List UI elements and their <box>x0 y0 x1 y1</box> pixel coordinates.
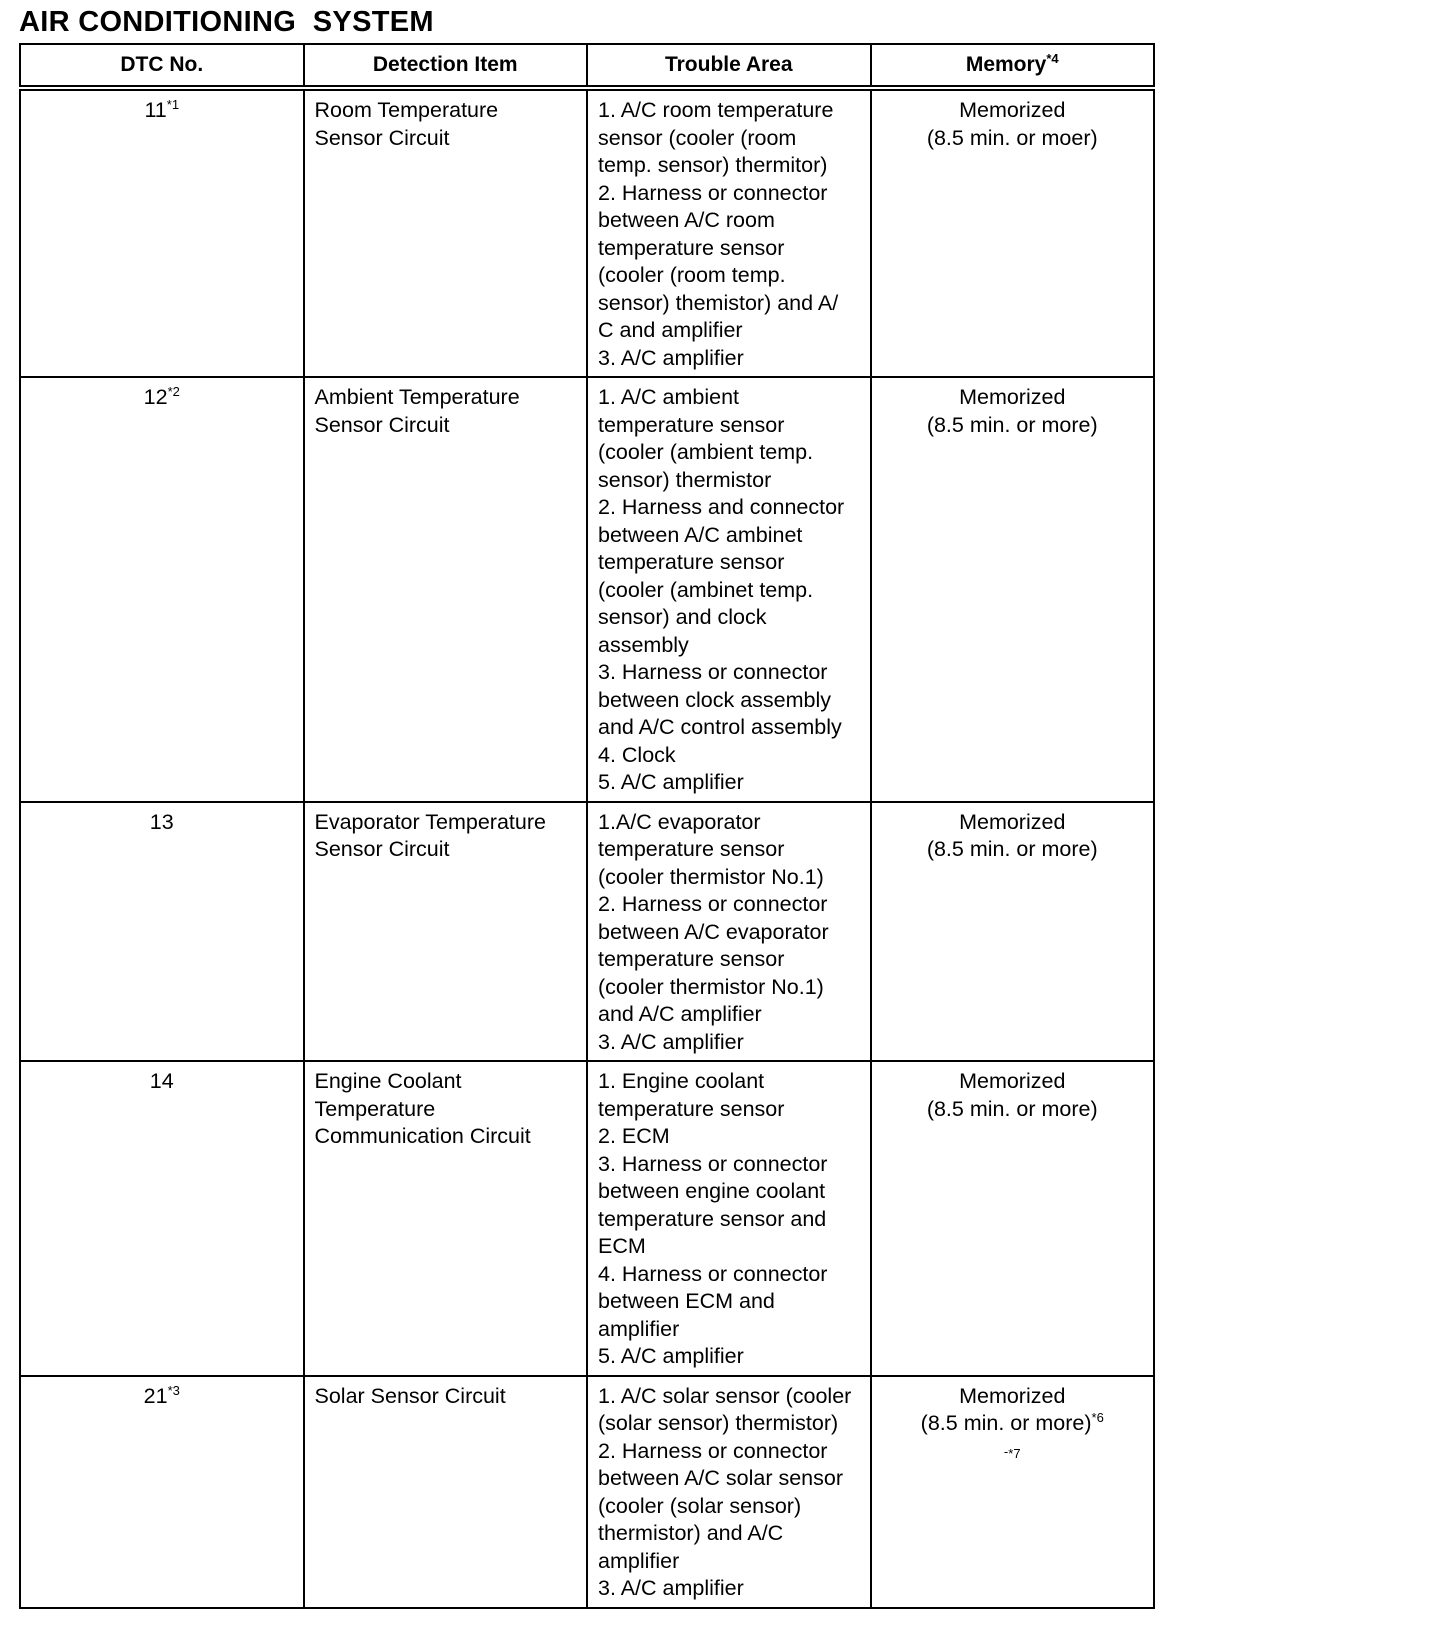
trouble-area-line: and A/C control assembly <box>598 715 842 739</box>
dtc-code-cell <box>20 88 304 377</box>
dtc-code-footnote: *1 <box>166 97 180 112</box>
trouble-area-cell <box>587 802 871 1062</box>
trouble-area-line: 3. A/C amplifier <box>598 1029 744 1054</box>
trouble-area-line: (cooler (ambient temp. <box>598 440 814 464</box>
memory-line <box>882 384 1144 412</box>
header-memory-footnote: *4 <box>1046 51 1059 66</box>
detection-item-line: Engine Coolant <box>314 1069 462 1093</box>
trouble-area-line: temp. sensor) thermitor) <box>598 153 828 177</box>
memory-line <box>882 836 1144 864</box>
memory-text: Memorized <box>959 809 1066 834</box>
page-title: AIR CONDITIONING SYSTEM <box>19 6 434 38</box>
detection-item-line: Ambient Temperature <box>314 385 520 409</box>
memory-footnote: *6 <box>1091 1410 1104 1425</box>
memory-extra-line <box>882 1438 1144 1474</box>
trouble-area-line: (cooler (ambinet temp. <box>598 577 814 602</box>
trouble-area-line: (solar sensor) thermistor) <box>598 1411 839 1435</box>
memory-cell <box>871 1376 1155 1608</box>
trouble-area-line: ECM <box>598 1234 646 1258</box>
trouble-area-cell <box>587 377 871 802</box>
trouble-area-line: between A/C ambinet <box>598 522 803 547</box>
trouble-area-line: (cooler thermistor No.1) <box>598 864 824 889</box>
detection-item-line: Sensor Circuit <box>314 837 450 861</box>
trouble-area-line: assembly <box>598 632 689 657</box>
trouble-area-line: sensor) themistor) and A/ <box>598 290 839 315</box>
detection-item-cell <box>304 88 588 377</box>
trouble-area-line: 2. Harness and connector <box>598 495 845 519</box>
table-row <box>20 1376 1154 1608</box>
trouble-area-line: (cooler (solar sensor) <box>598 1493 802 1518</box>
memory-text: (8.5 min. or more) <box>926 1096 1098 1121</box>
detection-item-cell <box>304 1061 588 1376</box>
trouble-area-line: temperature sensor <box>598 235 785 260</box>
trouble-area-line: amplifier <box>598 1548 680 1573</box>
trouble-area-line: 3. A/C amplifier <box>598 345 744 370</box>
trouble-area-line: sensor) thermistor <box>598 467 772 492</box>
memory-cell <box>871 802 1155 1062</box>
header-row <box>20 44 1154 88</box>
trouble-area-line: 4. Harness or connector <box>598 1261 828 1286</box>
trouble-area-line: between ECM and <box>598 1289 775 1313</box>
trouble-area-line: amplifier <box>598 1316 680 1341</box>
trouble-area-line: thermistor) and A/C <box>598 1521 784 1545</box>
detection-item-cell <box>304 1376 588 1608</box>
detection-item-line: Room Temperature <box>314 98 499 122</box>
trouble-area-line: 1. A/C solar sensor (cooler <box>598 1383 852 1408</box>
memory-text: (8.5 min. or more) <box>926 837 1098 861</box>
header-trouble-area: Trouble Area <box>587 44 871 88</box>
memory-text: (8.5 min. or more) <box>920 1411 1092 1435</box>
memory-line <box>882 125 1144 153</box>
detection-item-cell <box>304 802 588 1062</box>
trouble-area-line: C and amplifier <box>598 318 743 342</box>
memory-line <box>882 1068 1144 1096</box>
trouble-area-cell <box>587 1061 871 1376</box>
memory-text: Memorized <box>959 385 1066 409</box>
dtc-code-cell <box>20 802 304 1062</box>
memory-line <box>882 809 1144 837</box>
trouble-area-cell <box>587 1376 871 1608</box>
dtc-code: 21 <box>143 1383 168 1408</box>
header-memory <box>871 44 1155 88</box>
header-dtc-no: DTC No. <box>20 44 304 88</box>
detection-item-line: Solar Sensor Circuit <box>314 1383 506 1408</box>
memory-cell <box>871 1061 1155 1376</box>
dtc-code-cell <box>20 1061 304 1376</box>
detection-item-line: Sensor Circuit <box>314 125 450 150</box>
table-body <box>20 88 1154 1608</box>
trouble-area-line: 1.A/C evaporator <box>598 809 761 834</box>
memory-text: Memorized <box>959 1069 1066 1093</box>
header-detection-item: Detection Item <box>304 44 588 88</box>
trouble-area-line: 1. Engine coolant <box>598 1069 765 1093</box>
trouble-area-line: temperature sensor <box>598 947 785 971</box>
trouble-area-line: and A/C amplifier <box>598 1002 762 1026</box>
trouble-area-line: temperature sensor <box>598 550 785 574</box>
trouble-area-line: 3. A/C amplifier <box>598 1576 744 1600</box>
trouble-area-line: sensor) and clock <box>598 605 767 629</box>
trouble-area-line: temperature sensor <box>598 1096 785 1121</box>
dtc-code: 12 <box>143 385 168 409</box>
table-header <box>20 44 1154 88</box>
trouble-area-line: temperature sensor <box>598 412 785 437</box>
detection-item-cell <box>304 377 588 802</box>
memory-extra-dash: - <box>1003 1443 1009 1459</box>
dtc-code-cell <box>20 1376 304 1608</box>
dtc-code-cell <box>20 377 304 802</box>
detection-item-line: Evaporator Temperature <box>314 809 546 834</box>
dtc-code-footnote: *3 <box>167 1382 180 1398</box>
memory-line <box>882 412 1144 440</box>
trouble-area-line: sensor (cooler (room <box>598 125 797 150</box>
trouble-area-line: 1. A/C ambient <box>598 385 740 409</box>
memory-cell <box>871 377 1155 802</box>
trouble-area-line: 1. A/C room temperature <box>598 98 834 122</box>
trouble-area-line: between A/C evaporator <box>598 919 829 944</box>
trouble-area-line: 2. Harness or connector <box>598 180 828 205</box>
header-memory-label: Memory <box>965 53 1047 76</box>
memory-text: (8.5 min. or more) <box>926 412 1098 437</box>
trouble-area-line: 4. Clock <box>598 742 676 767</box>
memory-line <box>882 97 1144 125</box>
dtc-code: 13 <box>149 809 174 834</box>
detection-item-line: Communication Circuit <box>314 1124 531 1148</box>
dtc-code-footnote: *2 <box>167 384 180 399</box>
trouble-area-line: between A/C room <box>598 208 775 232</box>
trouble-area-line: 2. Harness or connector <box>598 1438 828 1463</box>
table-row <box>20 377 1154 802</box>
trouble-area-line: 5. A/C amplifier <box>598 770 744 794</box>
trouble-area-line: 2. Harness or connector <box>598 892 828 916</box>
trouble-area-line: temperature sensor <box>598 837 785 861</box>
detection-item-line: Sensor Circuit <box>314 412 450 437</box>
trouble-area-cell <box>587 88 871 377</box>
trouble-area-line: between engine coolant <box>598 1179 826 1203</box>
table-row <box>20 1061 1154 1376</box>
memory-extra-footnote: *7 <box>1008 1445 1021 1461</box>
trouble-area-line: temperature sensor and <box>598 1206 827 1231</box>
dtc-code: 14 <box>149 1069 174 1093</box>
trouble-area-line: 3. Harness or connector <box>598 660 828 684</box>
memory-cell <box>871 88 1155 377</box>
memory-line <box>882 1096 1144 1124</box>
table-row <box>20 802 1154 1062</box>
detection-item-line: Temperature <box>314 1096 436 1121</box>
memory-line <box>882 1410 1144 1438</box>
trouble-area-line: between A/C solar sensor <box>598 1466 843 1490</box>
table-row <box>20 88 1154 377</box>
memory-text: Memorized <box>959 1383 1066 1408</box>
trouble-area-line: 2. ECM <box>598 1124 670 1148</box>
memory-text: Memorized <box>959 98 1066 122</box>
trouble-area-line: between clock assembly <box>598 687 832 712</box>
trouble-area-line: (cooler thermistor No.1) <box>598 974 824 999</box>
memory-line <box>882 1383 1144 1411</box>
trouble-area-line: 3. Harness or connector <box>598 1151 828 1176</box>
dtc-table <box>19 43 1155 1609</box>
dtc-code: 11 <box>144 98 167 122</box>
memory-text: (8.5 min. or moer) <box>926 125 1098 150</box>
trouble-area-line: 5. A/C amplifier <box>598 1344 744 1368</box>
trouble-area-line: (cooler (room temp. <box>598 263 786 287</box>
